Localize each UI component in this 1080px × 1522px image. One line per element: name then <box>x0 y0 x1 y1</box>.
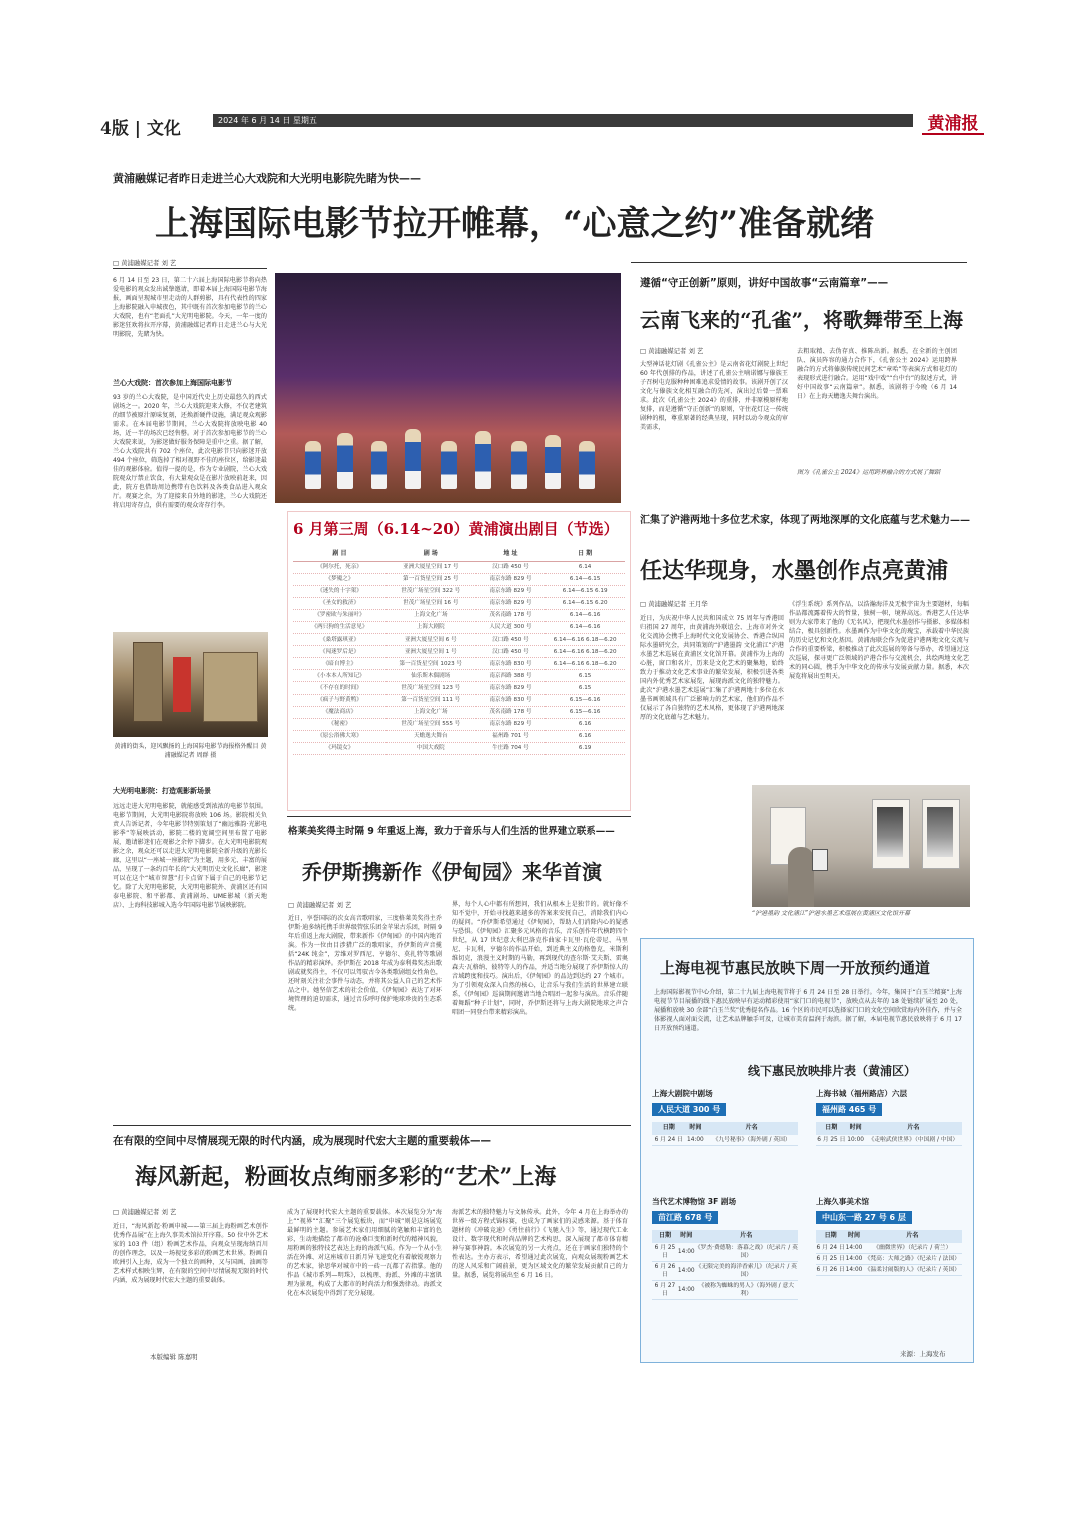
cell: 6.19 <box>545 742 625 754</box>
cell: 14:00 <box>678 1262 695 1281</box>
cell: 6.15 <box>545 670 625 682</box>
cell: 天蟾逸夫舞台 <box>386 730 476 742</box>
venue-address: 苗江路 678 号 <box>652 1211 718 1224</box>
cell: 《两只狗的生活意见》 <box>293 621 386 633</box>
tv-list-title: 线下惠民放映排片表（黄浦区） <box>748 1064 917 1078</box>
col-date: 日期 <box>816 1122 847 1135</box>
cell: 《梵高：大师之路》（纪录片 / 法国） <box>863 1254 962 1265</box>
art-text-col1: 近日，“海风新起·粉画申城——第三届上海粉画艺术创作优秀作品展”在上海久事美术馆拉开序幕。50 位中外艺术家的 103 件（组）粉画艺术作品，向观众呈现海纳百川的创作理念，以及一场视觉多彩的粉画艺术世界。粉画自欧洲引入上海，成为一个独立的画种，又与国画、油画等艺术样式相映生辉，在有限的空间中尽情展现无限的时代内涵，成为展现时代宏大主题的重要载体。 <box>113 1223 268 1284</box>
cell: 6.15—6.16 <box>545 694 625 706</box>
cell: 汉口路 450 号 <box>476 561 546 573</box>
top-story-byline: □ 黄浦融媒记者 刘 艺 <box>113 259 177 267</box>
table-row <box>816 1135 962 1146</box>
table-row <box>816 1265 962 1276</box>
tv-venue-card <box>652 1196 798 1300</box>
cell: 茂名南路 178 号 <box>476 706 546 718</box>
table-row <box>293 694 625 706</box>
cell: 14:00 <box>845 1265 862 1276</box>
cell: 14:00 <box>678 1281 695 1300</box>
cell: 人民大道 300 号 <box>476 621 546 633</box>
cell: 南京东路 829 号 <box>476 682 546 694</box>
cell: 南京东路 830 号 <box>476 658 546 670</box>
venue-name: 上海久事美术馆 <box>816 1197 870 1206</box>
cell: 汉口路 450 号 <box>476 634 546 646</box>
top-story-intro: 6 月 14 日至 23 日，第二十六届上海国际电影节将向热爱电影的观众发出诚挚邀请，即着本届上海国际电影节海报，画面呈现城市里走动的人群剪影，具有代表性的四家上海影院融入申城夜色，其中既有首次参加电影节的兰心大戏院，也有“老面孔”大光明电影院。今天，一年一度的影迷狂欢将拉开序幕，黄浦融媒记者昨日走进兰心与大光明影院，先睹为快。 <box>113 277 267 338</box>
art-byline: □ 黄浦融媒记者 刘 艺 <box>113 1208 177 1216</box>
tv-venue-card <box>816 1196 962 1276</box>
cell: 14:00 <box>685 1135 705 1146</box>
tv-source: 来源：上海发布 <box>900 1350 946 1358</box>
cell: 汉口路 450 号 <box>476 646 546 658</box>
section-title-daguangming: 大光明电影院：打造观影新场景 <box>113 787 211 795</box>
table-row <box>293 706 625 718</box>
cell: 6 月 25 日 <box>652 1243 678 1262</box>
joyce-byline: □ 黄浦融媒记者 刘 艺 <box>288 901 352 909</box>
cell: 6.14—6.16 6.18—6.20 <box>545 646 625 658</box>
col-title: 片名 <box>695 1230 798 1243</box>
cell: 6.16 <box>545 718 625 730</box>
cell: 第一百货星空间 1023 号 <box>386 658 476 670</box>
art-kicker: 在有限的空间中尽情展现无限的时代内涵，成为展现时代宏大主题的重要载体—— <box>113 1135 491 1147</box>
cell: 南京东路 830 号 <box>476 694 546 706</box>
tv-text: 上海国际影视节中心介绍，第二十九届上海电视节将于 6 月 24 日至 28 日举行。今年，集国于“白玉兰精赛”上海电视节节目展播的线下惠民放映早有运动精彩使用“家门口的电视节”，放映点从去年的 18 处链续扩展至 20 处，展播和放映 30 余部“白玉兰奖”优秀提名作品。16 个区的市民可以选择家门口的文化空间欣赏海内外佳作，并与全体影视人面对面交流，让艺术品牌触手可及，让城市美育温润于海滨。据了解，本届电视节惠民放映将于 6 月 17 日开放预约通道。 <box>654 989 962 1032</box>
cell: 6.16 <box>545 730 625 742</box>
tv-headline: 上海电视节惠民放映下周一开放预约通道 <box>660 959 931 977</box>
table-row <box>816 1254 962 1265</box>
cell: 福州路 701 号 <box>476 730 546 742</box>
cell: 6.14—6.16 6.18—6.20 <box>545 634 625 646</box>
col-title: 片名 <box>865 1122 962 1135</box>
cell: 第一百货星空间 25 号 <box>386 573 476 585</box>
cell: 6.14 <box>545 561 625 573</box>
table-row <box>652 1262 798 1281</box>
cell: 《九号秘事》（海外剧 / 英国） <box>705 1135 798 1146</box>
cell: 6.15—6.16 <box>545 706 625 718</box>
tv-venue-card <box>652 1088 798 1146</box>
peacock-text-right: 去粗取精、去伪存真、推陈出新。据悉，在全新的主创团队、演员阵容的通力合作下，《孔雀公主 2024》运用跨界融合的方式将傣族传统民间艺术“章哈”等表演方式和花灯的表现形式进行融合。运用“戏中戏”“台中台”的叙述方式，讲好中国故事“云南篇章”。据悉，该剧将于今晚（6 月 14 日）在上海天蟾逸夫舞台演出。 <box>797 348 957 400</box>
cell: 《小本本人所知记》 <box>293 670 386 682</box>
table-row <box>293 621 625 633</box>
ink-exhibition-photo <box>752 785 970 907</box>
schedule-title: 6 月第三周（6.14~20）黄浦演出剧目（节选） <box>293 520 619 538</box>
cell: 世茂广场星空间 123 号 <box>386 682 476 694</box>
table-row <box>293 646 625 658</box>
ink-headline: 任达华现身，水墨创作点亮黄浦 <box>640 558 949 584</box>
schedule-col-venue: 剧 场 <box>386 548 476 561</box>
table-row <box>293 609 625 621</box>
tv-venue-card <box>816 1088 962 1146</box>
cell: 《罗密欧与朱丽叶》 <box>293 609 386 621</box>
ink-photo-caption: “沪港墨韵 文化浦江”沪港水墨艺术巡展在黄浦区文化馆开幕 <box>752 910 911 917</box>
ink-text-right: 《浮生系统》系列作品，以浩瀚海洋及无极宇宙为主要题材，每幅作品都流露着传大的哲量，独树一帜，境界高远。香港艺人任达华则为大家带来了他的《无名风》，把现代水墨创作与摄影、多媒体相结合，极具创新性。水墨画作为中华文化的瑰宝，承载着中华民族的历史记忆和文化基因。黄浦海联会作为促进沪港两地文化交流与合作的重要桥梁，积极推动了此次巡展的筹备与举办，希望通过这次巡展，探寻更广泛领域的沪港合作与交流机会，共绘两地文化艺术的同心圆，携手为中华文化的传承与发展贡献力量。据悉，本次展览将展出至明天。 <box>789 601 969 680</box>
byline-rule <box>113 268 267 269</box>
cell: 《走啦武侠世界》（中国剧 / 中国） <box>865 1135 962 1146</box>
table-row <box>293 670 625 682</box>
table-row <box>652 1135 798 1146</box>
cell: 亚洲大厦星空间 1 号 <box>386 646 476 658</box>
table-row <box>293 658 625 670</box>
cell: 6.14—6.15 6.19 <box>545 585 625 597</box>
page-editor: 本版编辑 陈嘉明 <box>150 1353 198 1361</box>
cell: 6 月 24 日 <box>816 1243 845 1254</box>
col-date: 日期 <box>816 1230 845 1243</box>
schedule-col-address: 地 址 <box>476 548 546 561</box>
schedule-table <box>293 548 625 755</box>
section-title-lanxin: 兰心大戏院：首次参加上海国际电影节 <box>113 379 232 387</box>
cell: 《魔法商店》 <box>293 706 386 718</box>
cell: 《阿尔托，死亲》 <box>293 561 386 573</box>
table-row <box>293 730 625 742</box>
venue-name: 上海书城（福州路店）六层 <box>816 1089 908 1098</box>
cell: 《桑塔露琪亚》 <box>293 634 386 646</box>
peacock-photo-caption: 图为《孔雀公主 2024》运用跨界融合的方式展了舞蹈 <box>797 469 941 476</box>
cell: 仙乐斯木偶剧场 <box>386 670 476 682</box>
cell: 《暗自博主》 <box>293 658 386 670</box>
cell: 南京东路 829 号 <box>476 573 546 585</box>
date-bar <box>213 114 913 127</box>
cell: 6 月 26 日 <box>652 1262 678 1281</box>
cell: 6.14—6.16 <box>545 621 625 633</box>
cell: 南京西路 388 号 <box>476 670 546 682</box>
cell: 6 月 25 日 <box>816 1254 845 1265</box>
section-text-lanxin: 93 岁的兰心大戏院，是中国近代史上历史最悠久的西式剧场之一。2020 年，兰心大戏院迎来大修，不仅老建筑的细节被原汁原味复刻，还焕新硬件设施，满足观众观影需求。在本届电影节期间，兰心大戏院将放映电影 40 场，近一半的场次已经售罄。对于首次参加电影节的兰心大戏院来说，为影迷做好服务保障是重中之重。据了解，兰心大戏院共有 702 个座位，此次电影节只向影迷开放 494 个座位，筛选掉了相对视野不佳的座位区，给影迷最佳的观影体验。值得一提的是，作为专业剧院，兰心大戏院观众厅禁止饮食，有大量观众是在影片放映前赶来，因此，院方也借助周边携带有色饮料及各类食品进入观众厅。观赛之余，为了迎接来自外地的影迷，兰心大戏院还将启用寄存点，供有需要的观众寄存行李。 <box>113 394 267 509</box>
venue-address: 人民大道 300 号 <box>652 1103 726 1116</box>
col-date: 日期 <box>652 1230 678 1243</box>
cell: 6.14—6.16 <box>545 609 625 621</box>
col-title: 片名 <box>863 1230 962 1243</box>
top-story-headline: 上海国际电影节拉开帷幕，“心意之约”准备就绪 <box>155 204 875 244</box>
issue-date: 2024 年 6 月 14 日 星期五 <box>218 116 317 125</box>
cell: 《闯迷罗后是》 <box>293 646 386 658</box>
col-time: 时间 <box>845 1230 862 1243</box>
schedule-col-show: 剧 目 <box>293 548 386 561</box>
col-time: 时间 <box>678 1230 695 1243</box>
col-time: 时间 <box>847 1122 865 1135</box>
ink-byline: □ 黄浦融媒记者 王月华 <box>640 600 708 608</box>
table-row <box>652 1281 798 1300</box>
peacock-rule <box>631 262 967 263</box>
cell: 南京东路 829 号 <box>476 585 546 597</box>
venue-name: 当代艺术博物馆 3F 剧场 <box>652 1197 737 1206</box>
top-story-kicker: 黄浦融媒记者昨日走进兰心大戏院和大光明电影院先睹为快—— <box>113 172 421 185</box>
cell: 上海文化广场 <box>386 609 476 621</box>
section-text-daguangming: 远远走进大光明电影院，就能感受到浓浓的电影节氛围。电影节期间，大光明电影院将放映 106 场。影院相关负责人告诉记者，今年电影节特别策划了“幽远雅韵·光影电影季”等展映活动，影院二楼的宽阔空间里布置了电影展，邀请影迷们在观影之余停下脚步。在大光明电影院观影之余，观众还可以走进大光明电影院全新升级的光影长廊，这里以“一座城一座影院”为主题，用多元、丰富的展品，呈现了一条约百年长的“大光明历史文化长廊”，影迷可以在这个“城市智慧”打卡点留下属于自己的电影节记忆。除了大光明电影院，大光明电影院外、黄浦区还有国泰电影院、和平影都、黄浦剧场、UME影城（新天地店）、上海科技影城入选今年国际电影节展映影院。 <box>113 803 267 909</box>
cell: 6.14—6.15 6.20 <box>545 597 625 609</box>
joyce-rule <box>287 816 631 817</box>
cell: 14:00 <box>845 1254 862 1265</box>
ink-kicker: 汇集了沪港两地十多位艺术家，体现了两地深厚的文化底蕴与艺术魅力—— <box>640 515 970 526</box>
joyce-kicker: 格莱美奖得主时隔 9 年重返上海，致力于音乐与人们生活的世界建立联系—— <box>288 826 615 837</box>
cell: 中国大戏院 <box>386 742 476 754</box>
col-title: 片名 <box>705 1122 798 1135</box>
col-date: 日期 <box>652 1122 685 1135</box>
cell: 6.15 <box>545 682 625 694</box>
table-row <box>293 573 625 585</box>
cell: 《罗杰·费德勒：落幕之战》（纪录片 / 英国） <box>695 1243 798 1262</box>
cell: 《迷失的十字架》 <box>293 585 386 597</box>
cell: 6 月 25 日 <box>816 1135 847 1146</box>
venue-address: 福州路 465 号 <box>816 1103 882 1116</box>
peacock-dance-photo <box>275 273 621 503</box>
cell: 《玛镜女》 <box>293 742 386 754</box>
cell: 《圣女的救济》 <box>293 597 386 609</box>
col-time: 时间 <box>685 1122 705 1135</box>
cell: 世茂广场星空间 555 号 <box>386 718 476 730</box>
street-poster-photo <box>113 632 268 737</box>
cell: 《梦魇之》 <box>293 573 386 585</box>
edition-label: 4版 | 文化 <box>100 119 181 139</box>
table-row <box>293 634 625 646</box>
venue-address: 中山东一路 27 号 6 层 <box>816 1211 912 1224</box>
cell: 《秘密》 <box>293 718 386 730</box>
cell: 南京东路 829 号 <box>476 718 546 730</box>
cell: 14:00 <box>845 1243 862 1254</box>
street-photo-caption: 黄浦的街头，迎风飘扬的上海国际电影节海报格外醒目 黄浦融媒记者 周群 摄 <box>114 743 267 759</box>
cell: 《幽微世界》（纪录片 / 荷兰） <box>863 1243 962 1254</box>
table-row <box>293 561 625 573</box>
joyce-text-right: 界，每个人心中都有所想问，我们从根本上是独节的。就好像不知不觉中，开始寻找越来越多的答案来安抚自己，消除我们内心的疑问。“乔伊斯希望通过《伊甸园》，帮助人们消除内心的疑惑与恐惧。《伊甸园》汇聚多元风格的音乐，音乐创作年代横跨四个世纪，从 17 世纪意大利巴洛克作曲家卡瓦里·瓦伦蒂尼、马里尼、卡瓦利，亨德尔的作品开始，到近典主义的格鲁克，米斯利维切克，浪漫主义时期的马勒，再到现代的查尔斯·艾夫斯、雷奥森夫·瓦格纳、彼特等人的作品，并适当地分展现了乔伊斯惊人的音域跨度和技巧。演出后，《伊甸园》的品边到达约 27 个城市。为了引领观众深入自然的核心，让音乐与我们生活的世界建立联系，《伊甸园》巡演期间邀请当地合唱团一起参与演出。音乐伴随着舞蹈“种子计划”，同时，乔伊斯还将与上海大剧院地球之声合唱团一同登台带来精彩演出。 <box>452 901 628 1016</box>
cell: 南京东路 829 号 <box>476 597 546 609</box>
table-row <box>816 1243 962 1254</box>
cell: 上海大剧院 <box>386 621 476 633</box>
cell: 6 月 26 日 <box>816 1265 845 1276</box>
table-row <box>652 1243 798 1262</box>
table-row <box>293 682 625 694</box>
table-row <box>293 585 625 597</box>
cell: 《温柔讨闹版的人》（纪录片 / 英国） <box>863 1265 962 1276</box>
cell: 6.14—6.16 6.18—6.20 <box>545 658 625 670</box>
cell: 《疯子与野黄鸭》 <box>293 694 386 706</box>
cell: 《原公浴佛大寒》 <box>293 730 386 742</box>
peacock-text-left: 大型神话花灯剧《孔雀公主》是云南省花灯剧院上世纪 60 年代创排的作品，讲述了孔雀公主喃诺娜与傣族王子召树屯克服种种困难追求爱情的故事。该剧开创了汉文化与傣族文化相互融合的先河，演出过后曾一票难求。此次《孔雀公主 2024》的重排，并非原模原样地复排，而是遵循“守正创新”的原则，守住花灯这一传统剧种的根，尊重原著的经典呈现，同时以动今观众的审美需求， <box>640 361 788 431</box>
cell: 亚洲大厦星空间 6 号 <box>386 634 476 646</box>
art-rule <box>113 1125 631 1126</box>
ink-text-left-bottom <box>640 776 745 918</box>
peacock-headline: 云南飞来的“孔雀”，将歌舞带至上海 <box>640 308 964 332</box>
peacock-byline: □ 黄浦融媒记者 刘 艺 <box>640 347 704 355</box>
cell: 世茂广场星空间 16 号 <box>386 597 476 609</box>
art-text-col3: 海派艺术的独特魅力与文脉传承。此外，今年 4 月在上海举办的世界一级方程式锦标赛，也成为了画家们的灵感来源。基于体育题材的《冲破竞速》《勇往前行》《飞驰入生》等，通过现代工业设计、数字现代和时尚品牌的艺术构思，深入展现了都市体育精神与赛事神韵。本次展览的另一大亮点，还在于画家们独特的个性表达。主办方表示，希望通过此次展览，向观众展现粉画艺术的迷人风采和广阔前景，更为区域文化的繁荣发展贡献自己的力量。据悉，展览将展出至 6 月 16 日。 <box>452 1209 628 1279</box>
cell: 第一百货星空间 111 号 <box>386 694 476 706</box>
cell: 《不存在的时间》 <box>293 682 386 694</box>
newspaper-logo: 黄浦报 <box>922 113 984 135</box>
venue-name: 上海大剧院中剧场 <box>652 1089 713 1098</box>
cell: 《被称为蜘蛛的男人》（海外剧 / 意大利） <box>695 1281 798 1300</box>
joyce-headline: 乔伊斯携新作《伊甸园》来华首演 <box>302 860 602 884</box>
art-headline: 海风新起，粉画妆点绚丽多彩的“艺术”上海 <box>135 1164 557 1190</box>
table-row <box>293 597 625 609</box>
cell: 6 月 24 日 <box>652 1135 685 1146</box>
ink-text-left-top: 近日，为庆祝中华人民共和国成立 75 周年与香港回归祖国 27 周年，由黄浦海外联谊会、上海市对外文化交流协会携手上海时代文化发展协会、香港合纵国际水墨研究会，共同策划的“沪港墨韵 文化浦江”沪港水墨艺术巡展在黄浦区文化馆开幕。黄浦作为上海的心脏，窗口和名片，历来是文化艺术的聚集地，始终致力于推动文化艺术事业的繁荣发展，积极引进各类国内外优秀艺术家展览，展现海派文化的独特魅力。此次“沪港水墨艺术巡展”汇集了沪港两地十多位在水墨书画领域具有广泛影响力的艺术家，他们的作品不仅展示了各自独特的艺术风格，更体现了沪港两地深厚的文化底蕴与艺术魅力。 <box>640 615 784 721</box>
peacock-kicker: 遵循“守正创新”原则，讲好中国故事“云南篇章”—— <box>640 277 889 289</box>
cell: 6.14—6.15 <box>545 573 625 585</box>
cell: 茂名南路 178 号 <box>476 609 546 621</box>
schedule-col-date: 日 期 <box>545 548 625 561</box>
table-row <box>293 742 625 754</box>
cell: 10:00 <box>847 1135 865 1146</box>
joyce-text-left: 近日，享誉国际的次女高音歌唱家，三度格莱美奖得主乔伊斯·迪多纳托携手世界级管弦乐团金苹果古乐团，时隔 9 年后重返上海大剧院，带来新作《伊甸园》的中国内地首演。作为一位由目涉猎广泛的歌唱家，乔伊斯的声音揽括“24K 纯金”，芳维对罗西尼、亨德尔、莫扎特等歌剧作品的精彩演绎。乔伊斯在 2018 年成为泰利弗奖杰出歌剧或就奖得主，不仅可以驾驭古今各类歌剧组女性角色，还时刻关注社会事件与动态，并将其公益人自己的艺术作品之中。她坚信艺术的社会价值，《伊甸园》表达了对环境管理的迫切需求，通过音乐呼吁保护地球珍贵的生态系统。 <box>288 915 442 1012</box>
cell: 6 月 27 日 <box>652 1281 678 1300</box>
cell: 上海文化广场 <box>386 706 476 718</box>
cell: 《无限完美的海洋香索儿》（纪录片 / 英国） <box>695 1262 798 1281</box>
cell: 亚洲大厦星空间 17 号 <box>386 561 476 573</box>
art-text-col2: 成为了展现时代宏大主题的重要载体。本次展览分为“海上”“视界”“汇聚”三个展览板块，而“申城”则是这场展览最鲜明的主题。参展艺术家们用细腻的笔触和丰富的色彩，生动地描绘了都市的沧桑巨变和新时代的精神风貌，用粉画的独特技艺表达上海的海派气质。作为一个从小生活在外滩、对这座城市日新月异飞速变化有着敏锐观察力的艺术家，徐思华对城市中的一砖一瓦都了若指掌。他的作品《城市系列—明珠》，以梳理、海派、外滩的丰富肌理为景观，构成了大都市的时尚活力和强劲律动。海派文化在本次展览中得到了充分展现。 <box>287 1209 442 1297</box>
cell: 牛庄路 704 号 <box>476 742 546 754</box>
cell: 世茂广场星空间 322 号 <box>386 585 476 597</box>
cell: 14:00 <box>678 1243 695 1262</box>
table-row <box>293 718 625 730</box>
